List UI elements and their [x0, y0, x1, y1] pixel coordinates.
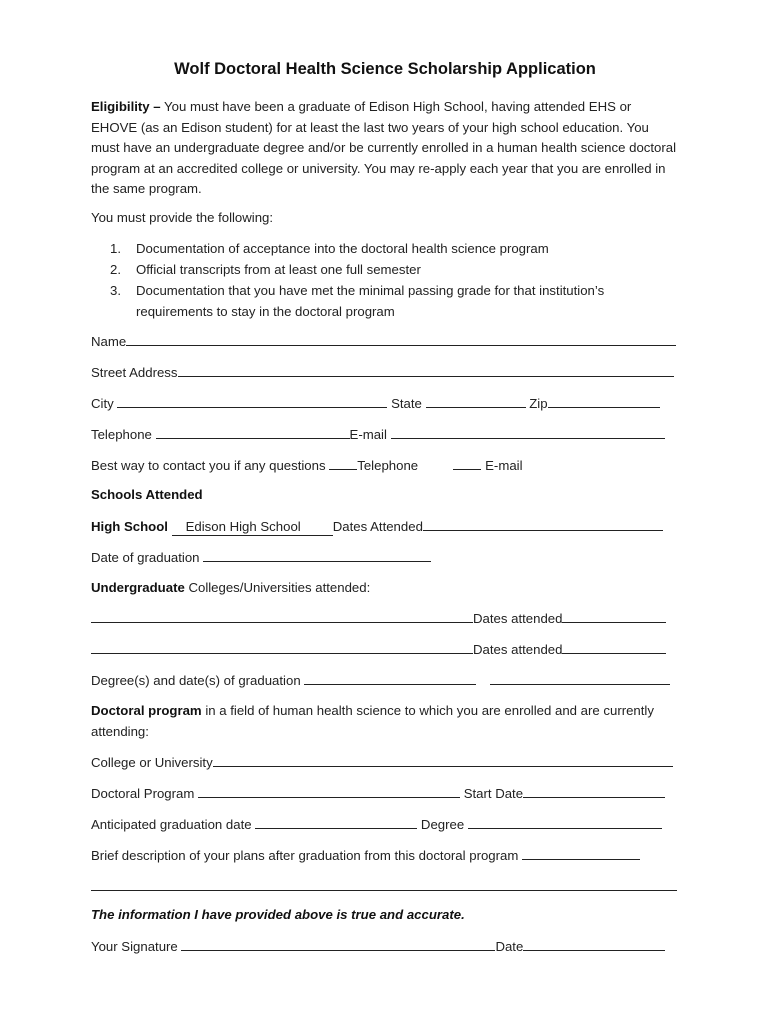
eligibility-label: Eligibility –: [91, 99, 161, 114]
doctoral-label: Doctoral program: [91, 703, 202, 718]
zip-label: Zip: [529, 396, 548, 411]
degree-field[interactable]: [468, 816, 662, 829]
city-label: City: [91, 396, 114, 411]
degrees-field-1[interactable]: [304, 672, 476, 685]
degree-label: Degree: [420, 817, 465, 832]
street-field[interactable]: [178, 364, 674, 377]
dates-attended-label-1: Dates attended: [473, 611, 563, 626]
contact-opt-telephone: Telephone: [357, 458, 419, 473]
contact-telephone-checkbox[interactable]: [329, 457, 357, 470]
doctoral-program-field[interactable]: [198, 785, 460, 798]
signature-label: Your Signature: [91, 939, 178, 954]
undergrad-text: Colleges/Universities attended:: [184, 580, 371, 595]
undergrad-school-field-1[interactable]: [91, 610, 473, 623]
form-title: Wolf Doctoral Health Science Scholarship Application: [174, 60, 596, 78]
hs-dates-attended-field[interactable]: [423, 518, 663, 531]
doctoral-text: in a field of human health science to which you are enrolled and are currently attending:: [91, 703, 654, 739]
city-state-zip-row: [91, 395, 660, 412]
attestation-text: The information I have provided above is true and accurate.: [91, 907, 465, 922]
requirement-text: Documentation of acceptance into the doctoral health science program: [136, 241, 549, 256]
signature-row: [91, 938, 665, 955]
plans-label: Brief description of your plans after graduation from this doctoral program: [91, 848, 519, 863]
college-label: College or University: [91, 755, 213, 770]
undergrad-row-2: [91, 641, 666, 658]
start-date-label: Start Date: [463, 786, 524, 801]
schools-heading-text: Schools Attended: [91, 487, 203, 502]
provide-intro: You must provide the following:: [91, 210, 274, 225]
phone-email-row: [91, 426, 665, 443]
name-label: Name: [91, 334, 127, 349]
requirement-text: Official transcripts from at least one full semester: [136, 262, 421, 277]
city-field[interactable]: [117, 395, 387, 408]
eligibility-paragraph: [91, 97, 681, 200]
undergrad-dates-field-2[interactable]: [562, 641, 666, 654]
college-row: [91, 754, 673, 771]
dates-attended-label-2: Dates attended: [473, 642, 563, 657]
contact-preference-row: [91, 457, 523, 474]
schools-heading: [91, 487, 203, 503]
requirement-item: [110, 260, 670, 280]
undergrad-row-1: [91, 610, 666, 627]
undergrad-school-field-2[interactable]: [91, 641, 473, 654]
requirement-item: [110, 239, 670, 259]
name-field[interactable]: [126, 333, 676, 346]
telephone-field[interactable]: [156, 426, 350, 439]
high-school-field[interactable]: [172, 519, 333, 536]
degrees-label: Degree(s) and date(s) of graduation: [91, 673, 301, 688]
start-date-field[interactable]: [523, 785, 665, 798]
high-school-label: High School: [91, 519, 168, 534]
high-school-row: [91, 518, 663, 536]
graduation-date-row: [91, 549, 431, 566]
street-label: Street Address: [91, 365, 178, 380]
requirement-number: 2.: [110, 262, 121, 277]
signature-date-field[interactable]: [523, 938, 665, 951]
college-field[interactable]: [213, 754, 673, 767]
anticipated-date-field[interactable]: [255, 816, 417, 829]
requirement-item: [110, 281, 670, 323]
plans-field[interactable]: [522, 847, 640, 860]
street-row: [91, 364, 674, 381]
date-label: Date: [495, 939, 524, 954]
plans-field-continuation[interactable]: [91, 890, 677, 891]
undergrad-heading: [91, 580, 370, 596]
requirement-number: 3.: [110, 283, 121, 298]
degrees-row: [91, 672, 670, 689]
name-row: [91, 333, 676, 350]
signature-field[interactable]: [181, 938, 495, 951]
contact-opt-email: E-mail: [485, 458, 523, 473]
anticipated-label: Anticipated graduation date: [91, 817, 252, 832]
doctoral-program-row: [91, 785, 665, 802]
degrees-field-2[interactable]: [490, 672, 670, 685]
anticipated-row: [91, 816, 662, 833]
contact-pref-label: Best way to contact you if any questions: [91, 458, 326, 473]
zip-field[interactable]: [548, 395, 660, 408]
telephone-label: Telephone: [91, 427, 152, 442]
state-field[interactable]: [426, 395, 526, 408]
requirement-number: 1.: [110, 241, 121, 256]
plans-row: [91, 847, 640, 864]
dates-attended-label: Dates Attended: [332, 519, 423, 534]
undergrad-dates-field-1[interactable]: [562, 610, 666, 623]
high-school-value: Edison High School: [185, 519, 301, 534]
doctoral-program-label: Doctoral Program: [91, 786, 195, 801]
email-field[interactable]: [391, 426, 665, 439]
undergrad-label: Undergraduate: [91, 580, 185, 595]
doctoral-paragraph: [91, 701, 671, 742]
date-graduation-label: Date of graduation: [91, 550, 200, 565]
contact-email-checkbox[interactable]: [453, 457, 481, 470]
graduation-date-field[interactable]: [203, 549, 431, 562]
attestation: [91, 907, 465, 923]
requirement-text: Documentation that you have met the minimal passing grade for that institution’s requirements to stay in the doctoral program: [136, 283, 605, 319]
email-label: E-mail: [349, 427, 387, 442]
state-label: State: [391, 396, 422, 411]
eligibility-text: You must have been a graduate of Edison High School, having attended EHS or EHOVE (as an Edison student) for at least the last two years of your high school education. You must have an undergraduate degree and/or be currently enrolled in a human health science doctoral program at an accredited college or university. You may re-apply each year that you are enrolled in the same program.: [91, 99, 677, 197]
